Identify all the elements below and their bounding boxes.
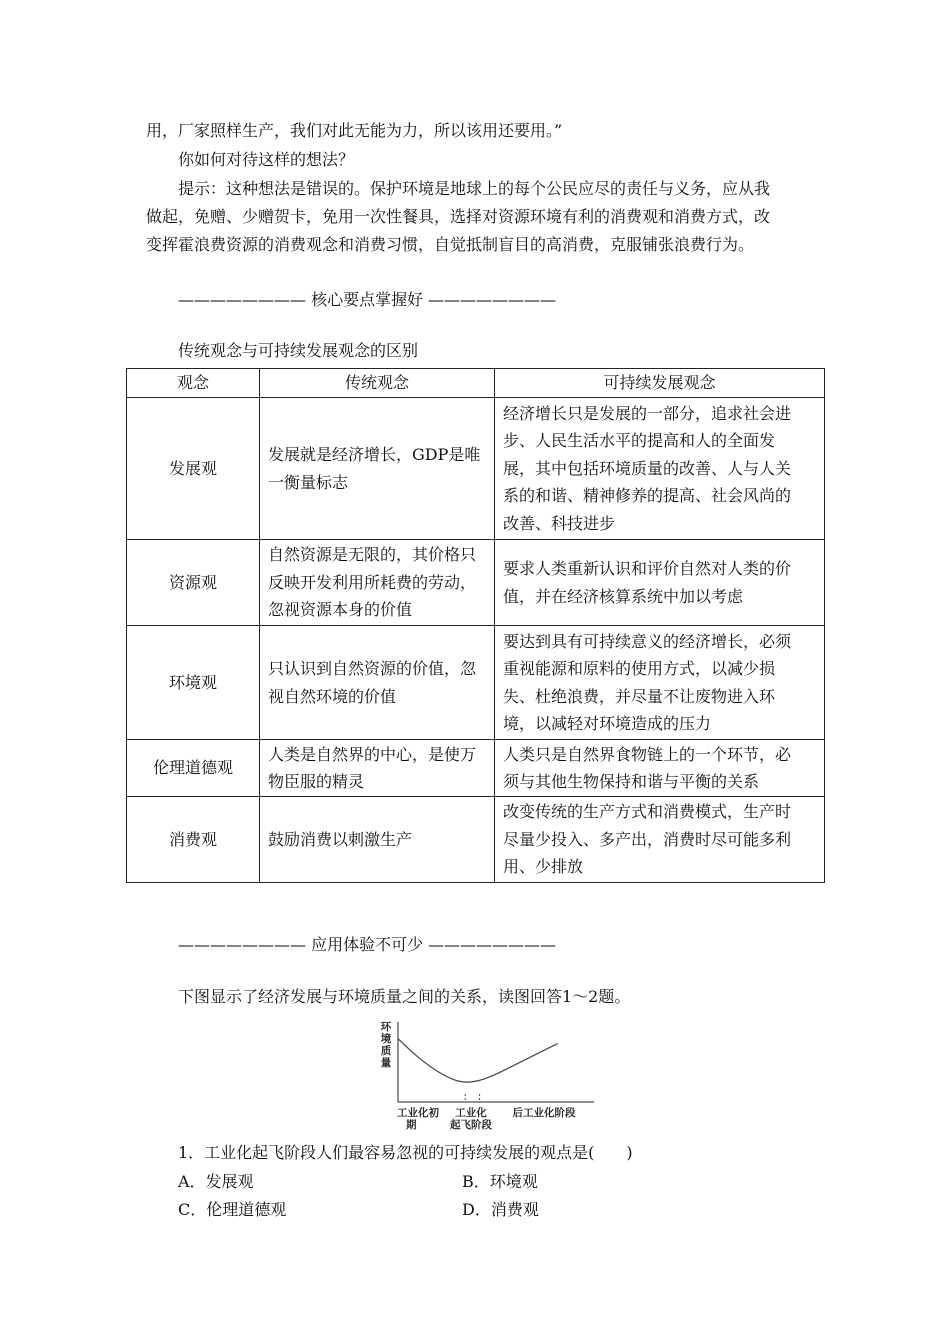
cell-text-line: 鼓励消费以刺激生产 (268, 829, 413, 849)
cell-text-line: 失、杜绝浪费，并尽量不让废物进入环 (503, 686, 776, 706)
cell-text-line: 值，并在经济核算系统中加以考虑 (503, 586, 744, 606)
y-axis-label (381, 1020, 392, 1069)
cell-sustainable (495, 626, 825, 740)
cell-text-line: 要求人类重新认识和评价自然对人类的价 (503, 559, 792, 578)
y-axis-label-char: 环 (380, 1021, 392, 1033)
cell-text-line: 展，其中包括环境质量的改善、人与人关 (503, 458, 792, 478)
cell-text-line: 只认识到自然资源的价值，忽 (268, 659, 477, 678)
hint-line-3: 变挥霍浪费资源的消费观念和消费习惯，自觉抵制盲目的高消费，克服铺张浪费行为。 (146, 235, 755, 254)
cell-concept: 环境观 (127, 626, 260, 740)
cell-text-line: 要达到具有可持续意义的经济增长，必须 (503, 631, 792, 651)
cell-sustainable (495, 797, 825, 883)
cell-text-line: 一衡量标志 (268, 472, 349, 492)
y-axis-label-char: 质 (380, 1045, 392, 1057)
option-c[interactable]: C．伦理道德观 (178, 1200, 287, 1219)
cell-text-line: 重视能源和原料的使用方式，以减少损 (503, 659, 776, 678)
cell-traditional (260, 797, 495, 883)
y-axis-label-char: 境 (380, 1033, 392, 1045)
cell-concept: 消费观 (127, 797, 260, 883)
header-concept: 观念 (127, 369, 260, 398)
hint-line-1: 提示：这种想法是错误的。保护环境是地球上的每个公民应尽的责任与义务，应从我 (178, 179, 771, 198)
x-category-label: 后工业化阶段 (512, 1107, 576, 1119)
cell-traditional (260, 398, 495, 540)
figure-intro: 下图显示了经济发展与环境质量之间的关系，读图回答1～2题。 (178, 987, 631, 1006)
cell-text-line: 自然资源是无限的，其价格只 (268, 545, 477, 565)
cell-sustainable (495, 540, 825, 626)
cell-concept: 发展观 (127, 398, 260, 540)
header-traditional: 传统观念 (260, 369, 495, 398)
table-header-row (127, 369, 825, 398)
cell-text-line: 物臣服的精灵 (268, 772, 365, 791)
cell-concept: 伦理道德观 (127, 740, 260, 797)
x-category-label: 工业化初 (397, 1107, 439, 1119)
cell-text-line: 改变传统的生产方式和消费模式，生产时 (503, 802, 792, 822)
comparison-table (126, 368, 825, 883)
cell-text-line: 忽视资源本身的价值 (268, 600, 413, 620)
question-1-stem: 1．工业化起飞阶段人们最容易忽视的可持续发展的观点是( ) (178, 1143, 633, 1162)
table-row (127, 540, 825, 626)
series-line-environment-quality (398, 1039, 558, 1082)
question-text: 你如何对待这样的想法？ (178, 150, 355, 169)
cell-traditional (260, 626, 495, 740)
table-row (127, 398, 825, 540)
cell-text-line: 视自然环境的价值 (268, 686, 397, 706)
intro-line-1: 用，厂家照样生产，我们对此无能为力，所以该用还要用。” (146, 121, 563, 140)
cell-text-line: 发展就是经济增长，GDP是唯 (268, 445, 481, 464)
cell-text-line: 步、人民生活水平的提高和人的全面发 (503, 431, 776, 451)
table-row (127, 797, 825, 883)
table-caption: 传统观念与可持续发展观念的区别 (178, 341, 419, 360)
cell-text-line: 尽量少投入、多产出，消费时尽可能多利 (503, 829, 792, 849)
cell-concept: 资源观 (127, 540, 260, 626)
cell-sustainable (495, 398, 825, 540)
cell-text-line: 改善、科技进步 (503, 513, 616, 533)
cell-traditional (260, 540, 495, 626)
cell-text-line: 反映开发利用所耗费的劳动， (268, 572, 477, 592)
cell-text-line: 经济增长只是发展的一部分，追求社会进 (503, 403, 792, 423)
cell-text-line: 人类是自然界的中心，是使万 (268, 744, 477, 764)
hint-line-2: 做起，免赠、少赠贺卡，免用一次性餐具，选择对资源环境有利的消费观和消费方式，改 (146, 207, 771, 226)
cell-text-line: 用、少排放 (503, 857, 584, 877)
x-category-label: 起飞阶段 (450, 1119, 492, 1131)
cell-text-line: 须与其他生物保持和谐与平衡的关系 (503, 772, 760, 791)
table-row (127, 740, 825, 797)
cell-text-line: 境，以减轻对环境造成的压力 (503, 714, 712, 733)
option-a[interactable]: A．发展观 (178, 1172, 254, 1191)
environment-quality-chart (368, 1016, 598, 1134)
cell-text-line: 人类只是自然界食物链上的一个环节，必 (503, 744, 792, 764)
section-title-key-points: ———————— 核心要点掌握好 ———————— (178, 290, 557, 309)
cell-traditional (260, 740, 495, 797)
cell-sustainable (495, 740, 825, 797)
x-category-label: 工业化 (455, 1107, 487, 1119)
table-row (127, 626, 825, 740)
option-d[interactable]: D．消费观 (462, 1200, 539, 1219)
section-title-application: ———————— 应用体验不可少 ———————— (178, 935, 557, 954)
x-category-label: 期 (406, 1119, 417, 1131)
option-b[interactable]: B．环境观 (462, 1172, 538, 1191)
y-axis-label-char: 量 (380, 1057, 392, 1069)
cell-text-line: 系的和谐、精神修养的提高、社会风尚的 (503, 486, 792, 506)
header-sustainable: 可持续发展观念 (495, 369, 825, 398)
